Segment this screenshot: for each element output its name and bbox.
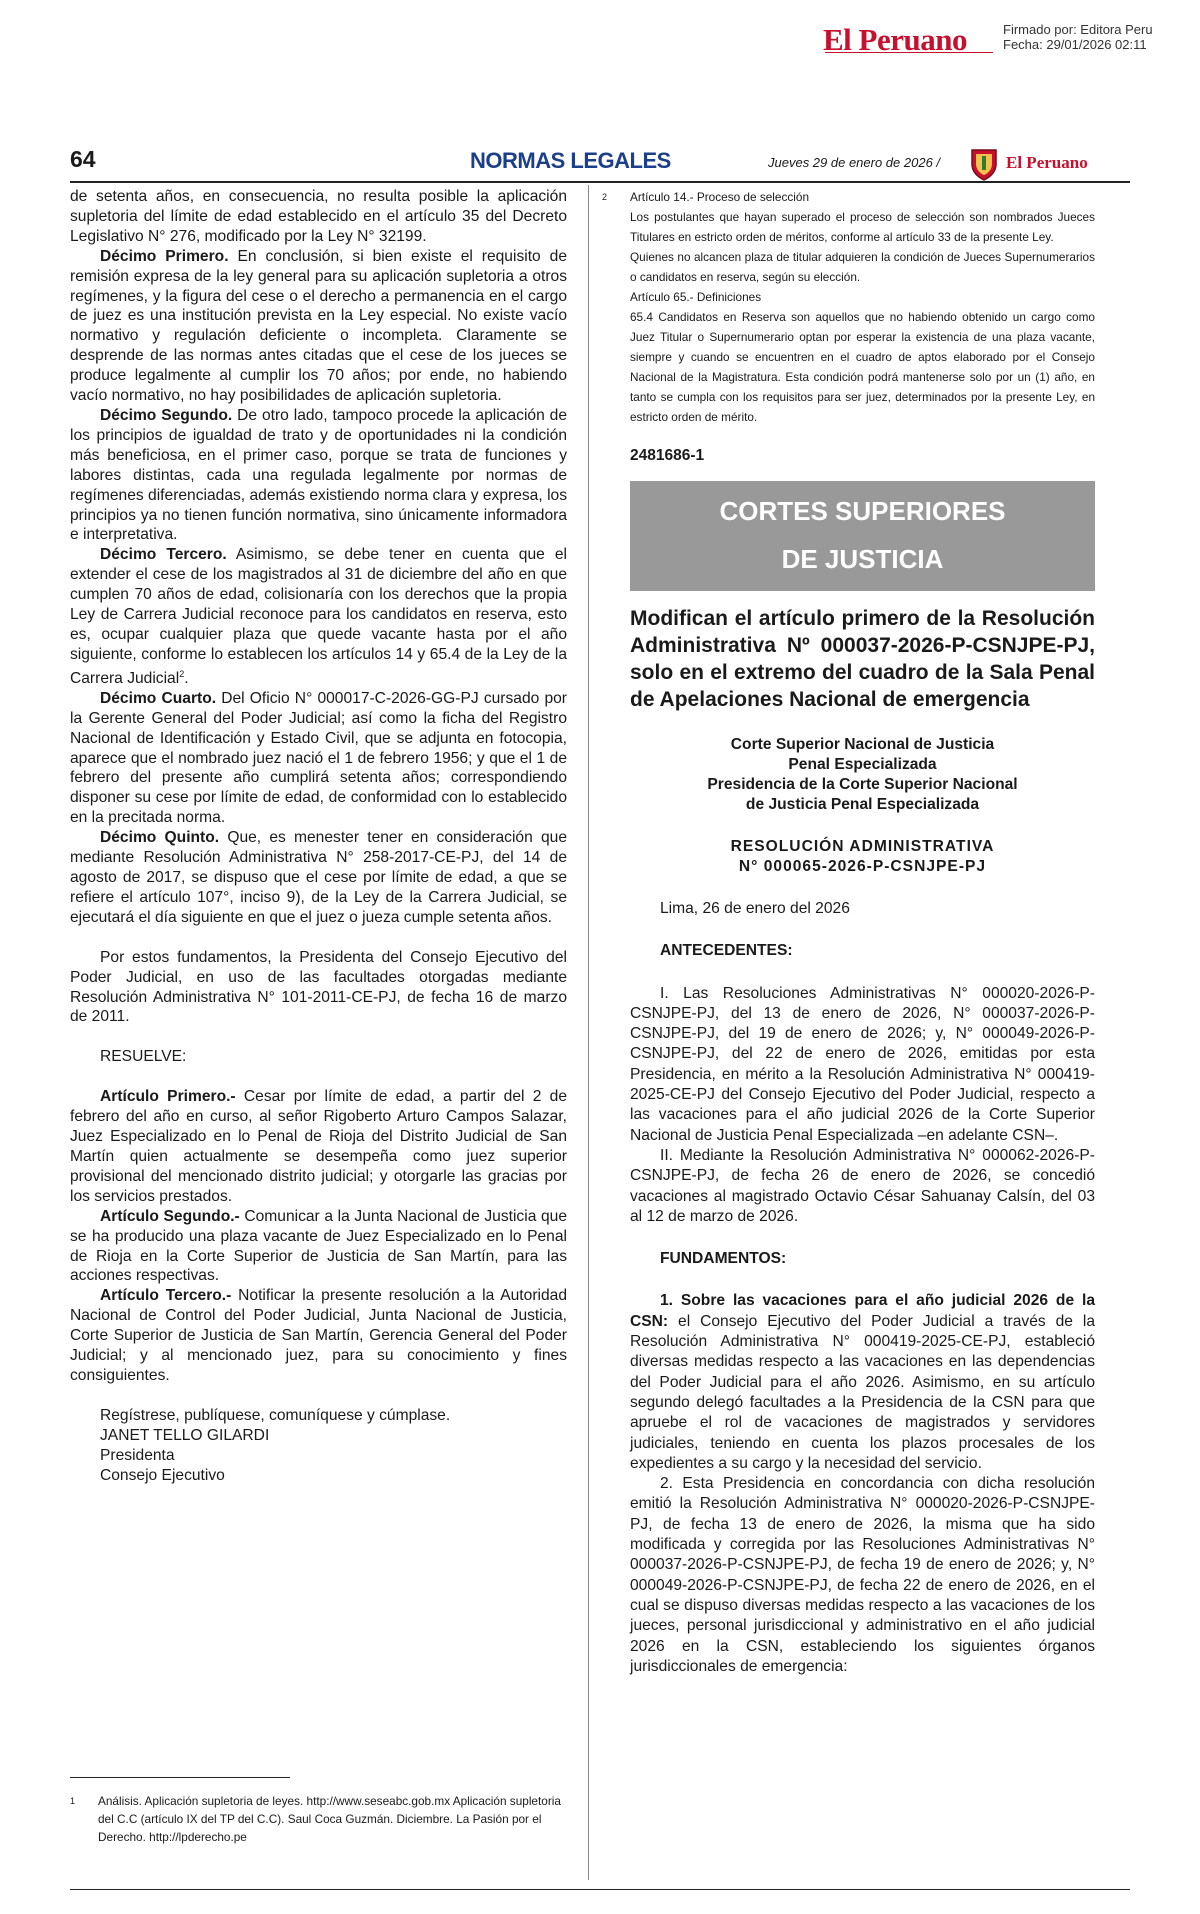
art65-text: 65.4 Candidatos en Reserva son aquellos que no habiendo obtenido un cargo como Juez Titular o Supernumerario optan por esperar la existencia de una plaza vacante, siempre y cuando se encuentren en el cuadro de aptos elaborado por el Consejo Nacional de la Magistratura. Esta condición podrá mantenerse solo por un (1) año, en tanto se cumpla con los requisitos para ser juez, determinados por la presente Ley, en estricto orden de mérito. [630, 310, 1095, 424]
fundament-2: 2. Esta Presidencia en concordancia con dicha resolución emitió la Resolución Administrativa N° 000020-2026-P-CSNJPE-PJ, de fecha 13 de enero de 2026, la misma que ha sido modificada y corregida por las Resoluciones Administrativas N° 000037-2026-P-CSNJPE-PJ, de fecha 19 de enero de 2026; y, N° 000049-2026-P-CSNJPE-PJ, de fecha 22 de enero de 2026, en el cual se dispuso diversas medidas respecto a las vacaciones de los jueces, personal jurisdiccional y administrativo en el año judicial 2026 en la CSN, estableciendo los siguientes órganos jurisdiccionales de emergencia: [630, 1475, 1095, 1675]
article-text: Cesar por límite de edad, a partir del 2 de febrero del año en curso, al señor Rigoberto Arturo Campos Salazar, Juez Especializado en lo Penal de Rioja del Distrito Judicial de San Martín quien actualmente se desempeña como juez superior provisional del mencionado distrito judicial; y otorgarle las gracias por los servicios prestados. [70, 1088, 568, 1205]
footer-rule [70, 1889, 1130, 1890]
coat-of-arms-icon [968, 146, 1000, 182]
signature-signer: Firmado por: Editora Peru [1003, 22, 1153, 37]
left-column [70, 187, 567, 1485]
digital-signature [1003, 22, 1153, 52]
el-peruano-logo: El Peruano [823, 22, 967, 57]
closing-formula: Regístrese, publíquese, comuníquese y cúmplase. [100, 1406, 451, 1424]
publication-code: 2481686-1 [630, 447, 705, 464]
article-label: Artículo Primero.- [100, 1088, 236, 1106]
art14-title: Artículo 14.- Proceso de selección [630, 190, 810, 204]
signatory-role: Presidenta [100, 1446, 175, 1464]
footnote-number: 1 [70, 1796, 76, 1806]
resolution-headline: Modifican el artículo primero de la Resolución Administrativa Nº 000037-2026-P-CSNJPE-PJ, solo en el extremo del cuadro de la Sala Penal de Apelaciones Nacional de emergencia [630, 607, 1095, 711]
fundament-text: el Consejo Ejecutivo del Poder Judicial a través de la Resolución Administrativa N° 000419-2025-CE-PJ, estableció diversas medidas respecto a las vacaciones en las dependencias del Poder Judicial para el año 2026. Asimismo, en su artículo segundo delegó facultades a la Presidencia de la CSN para que apruebe el rol de vacaciones de magistrados y servidores judiciales, teniendo en cuenta los plazos procesales de los expedientes a su cargo y la necesidad del servicio. [630, 1312, 1095, 1472]
page-number: 64 [70, 146, 96, 172]
article-3 [70, 1286, 567, 1386]
paragraph-label: Décimo Tercero. [100, 546, 227, 564]
paragraph-text: Asimismo, se debe tener en cuenta que el extender el cese de los magistrados al 31 de diciembre del año en que cumplen 70 años de edad, colisionaría con los derechos que la propia Ley de Carrera Judicial reconoce para los candidatos en reserva, esto es, ocupar cualquier plaza que quede vacante hasta por el año siguiente, conforme lo establecen los artículos 14 y 65.4 de la Ley de la Carrera Judicial [70, 546, 567, 687]
footnote-1 [70, 1792, 567, 1846]
article-2 [70, 1207, 567, 1287]
paragraph-text: Que, es menester tener en consideración que mediante Resolución Administrativa N° 258-2017-CE-PJ, del 14 de agosto de 2017, se dispuso que el cese por límite de edad, a que se refiere el artículo 107°, inciso 9), de la Ley de la Carrera Judicial, se ejecutará el día siguiente en que el juez o jueza cumple setenta años. [70, 829, 567, 926]
issuing-body [630, 735, 1095, 815]
issuer-line: de Justicia Penal Especializada [745, 796, 980, 813]
signature-date: Fecha: 29/01/2026 02:11 [1003, 37, 1147, 52]
footnote-text: Análisis. Aplicación supletoria de leyes. http://www.seseabc.gob.mx Aplicación supletoria del C.C (artículo IX del TP del C.C). Saul Coca Guzmán. Diciembre. La Pasión por el Derecho. http://lpderecho.pe [98, 1794, 561, 1844]
art14-text-1: Los postulantes que hayan superado el proceso de selección son nombrados Jueces Titulares en estricto orden de méritos, conforme al artículo 33 de la presente Ley. [630, 210, 1095, 244]
paragraph-label: Décimo Quinto. [100, 829, 220, 847]
paragraph-15 [70, 828, 567, 928]
article-label: Artículo Segundo.- [100, 1207, 240, 1225]
paragraph-text: Del Oficio N° 000017-C-2026-GG-PJ cursado por la Gerente General del Poder Judicial; así como la ficha del Registro Nacional de Identificación y Estado Civil, que se adjunta en fotocopia, aparece que el nombrado juez nació el 1 de febrero 1956; y que el 1 de febrero del presente año cumplirá setenta años; correspondiendo disponer su cese por límite de edad, de conformidad con lo establecido en la precitada norma. [70, 689, 567, 827]
paragraph-12 [70, 406, 567, 545]
section-title: NORMAS LEGALES [470, 148, 671, 173]
resolution-body [630, 899, 1095, 1677]
footnote-rule [70, 1777, 290, 1778]
signatory-name: JANET TELLO GILARDI [100, 1426, 270, 1444]
article-1 [70, 1087, 567, 1206]
paragraph-label: Décimo Cuarto. [100, 689, 217, 707]
paragraph-text: En conclusión, si bien existe el requisito de remisión expresa de la ley general para su aplicación supletoria a otros regímenes, y la figura del cese o el derecho a permanencia en el cargo de juez es una institución prevista en la Ley especial. No existe vacío normativo y regulación deficiente o incompleta. Claramente se desprende de las normas antes citadas que el cese de los jueces se produce legalmente al cumplir los 70 años; por ende, no habiendo vacío normativo, no hay posibilidades de aplicación supletoria. [70, 247, 567, 405]
paragraph-14 [70, 689, 567, 828]
column-divider [588, 185, 589, 1880]
footnote-2 [602, 187, 1095, 427]
resolution-title-line: RESOLUCIÓN ADMINISTRATIVA [730, 838, 995, 855]
banner-line-2: DE JUSTICIA [781, 544, 944, 574]
fundamentos-heading: FUNDAMENTOS: [660, 1250, 787, 1268]
antecedentes-heading: ANTECEDENTES: [660, 942, 793, 960]
paragraph-text: De otro lado, tampoco procede la aplicación de los principios de igualdad de trato y de oportunidades ni la condición más beneficiosa, en el primer caso, porque se trata de funciones y labores distintas, cada una regulada legalmente por normas de regímenes diferenciadas, además existiendo norma clara y expresa, los principios ya no tienen función normativa, sino únicamente informadora e interpretativa. [70, 406, 567, 544]
fundament-label: 1. Sobre las vacaciones para el año judicial 2026 de la CSN: [630, 1292, 1095, 1330]
header-brand: El Peruano [1006, 153, 1088, 172]
banner-line-1: CORTES SUPERIORES [719, 496, 1006, 526]
section-banner [630, 481, 1095, 591]
paragraph-13 [70, 545, 567, 689]
fundament-1 [630, 1291, 1095, 1474]
header-rule [70, 181, 1130, 183]
art14-text-2: Quienes no alcancen plaza de titular adquieren la condición de Jueces Supernumerarios o candidatos en reserva, según su elección. [630, 250, 1095, 284]
antecedent-2: II. Mediante la Resolución Administrativa N° 000062-2026-P-CSNJPE-PJ, de fecha 26 de enero de 2026, se concedió vacaciones al magistrado Octavio César Sahuanay Calsín, del 03 al 12 de marzo de 2026. [630, 1146, 1095, 1225]
antecedent-1: I. Las Resoluciones Administrativas N° 000020-2026-P-CSNJPE-PJ, del 13 de enero de 2026, N° 000037-2026-P-CSNJPE-PJ, del 19 de enero de 2026; y, N° 000049-2026-P-CSNJPE-PJ, del 22 de enero de 2026, emitidas por esta Presidencia, en mérito a la Resolución Administrativa N° 000419-2025-CE-PJ del Consejo Ejecutivo del Poder Judicial, respecto a las vacaciones para el año judicial 2026 de la Corte Superior Nacional de Justicia Penal Especializada –en adelante CSN–. [630, 984, 1095, 1144]
art65-title: Artículo 65.- Definiciones [630, 290, 762, 304]
place-date: Lima, 26 de enero del 2026 [660, 900, 850, 917]
issuer-line: Corte Superior Nacional de Justicia [730, 736, 995, 753]
paragraph-11 [70, 247, 567, 406]
article-text: Notificar la presente resolución a la Autoridad Nacional de Control del Poder Judicial, Junta Nacional de Justicia, Corte Superior de Justicia de San Martín, Gerencia General del Poder Judicial; y al mencionado juez, para su conocimiento y fines consiguientes. [70, 1287, 567, 1384]
footnote-number: 2 [602, 192, 608, 202]
paragraph-intro: de setenta años, en consecuencia, no resulta posible la aplicación supletoria del límite de edad establecido en el artículo 35 del Decreto Legislativo N° 276, modificado por la Ley N° 32199. [70, 188, 567, 245]
signatory-body: Consejo Ejecutivo [100, 1466, 225, 1484]
issuer-line: Penal Especializada [788, 756, 937, 773]
footnote-ref: 2 [179, 668, 185, 679]
article-text: Comunicar a la Junta Nacional de Justicia que se ha producido una plaza vacante de Juez Especializado en lo Penal de Rioja en la Corte Superior de Justicia de San Martín, para las acciones respectivas. [70, 1207, 567, 1285]
paragraph-label: Décimo Segundo. [100, 406, 233, 424]
header-date: Jueves 29 de enero de 2026 / [768, 155, 941, 170]
resuelve-heading: RESUELVE: [100, 1048, 187, 1066]
article-label: Artículo Tercero.- [100, 1287, 232, 1305]
resolution-number: N° 000065-2026-P-CSNJPE-PJ [738, 858, 987, 875]
paragraph-label: Décimo Primero. [100, 247, 229, 265]
paragraph-fundamentos: Por estos fundamentos, la Presidenta del Consejo Ejecutivo del Poder Judicial, en uso de las facultades otorgadas mediante Resolución Administrativa N° 101-2011-CE-PJ, de fecha 16 de marzo de 2011. [70, 948, 567, 1026]
logo-underline [825, 52, 993, 56]
paragraph-end: . [184, 669, 189, 687]
issuer-line: Presidencia de la Corte Superior Nacional [707, 776, 1018, 793]
resolution-title [630, 837, 1095, 877]
right-column [602, 187, 1095, 1677]
